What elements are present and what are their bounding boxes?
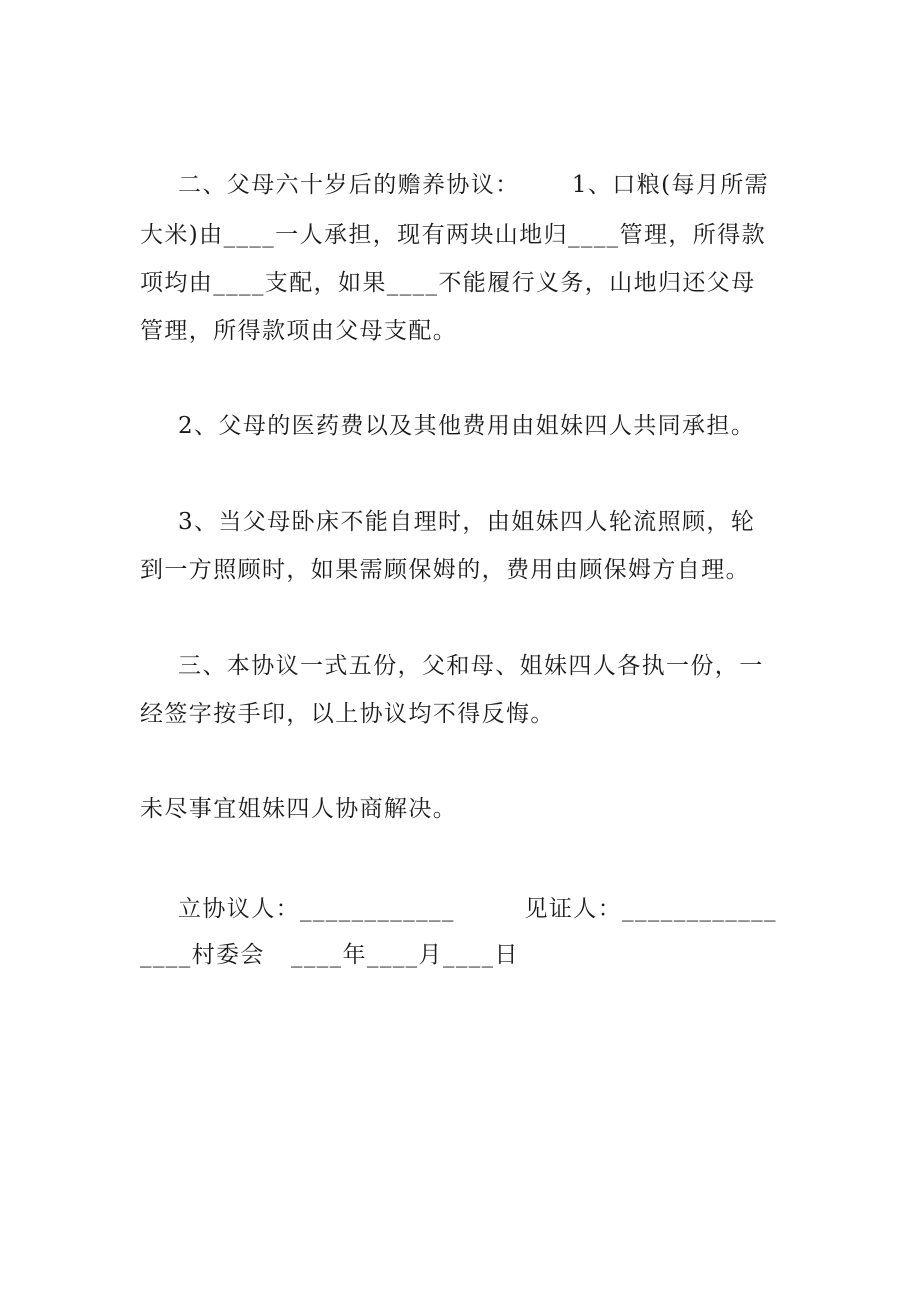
section-2-line-4: 管理，所得款项由父母支配。: [140, 318, 458, 344]
item-2-paragraph: 2、父母的医药费以及其他费用由姐妹四人共同承担。: [178, 413, 756, 439]
closing-paragraph: 未尽事宜姐妹四人协商解决。: [140, 796, 458, 822]
signature-line-2: ____村委会 ____年____月____日: [140, 942, 519, 968]
item-3-line-2: 到一方照顾时，如果需顾保姆的，费用由顾保姆方自理。: [140, 557, 750, 583]
section-2-line-1: 二、父母六十岁后的赡养协议： 1、口粮(每月所需: [178, 172, 770, 198]
item-3-line-1: 3、当父母卧床不能自理时，由姐妹四人轮流照顾，轮: [178, 509, 756, 535]
section-2-line-2: 大米)由____一人承担，现有两块山地归____管理，所得款: [140, 222, 766, 248]
signature-line-1: 立协议人：____________ 见证人：____________: [178, 896, 777, 922]
section-2-line-3: 项均由____支配，如果____不能履行义务，山地归还父母: [140, 270, 756, 296]
section-3-line-1: 三、本协议一式五份，父和母、姐妹四人各执一份，一: [178, 653, 764, 679]
section-3-line-2: 经签字按手印，以上协议均不得反悔。: [140, 701, 555, 727]
